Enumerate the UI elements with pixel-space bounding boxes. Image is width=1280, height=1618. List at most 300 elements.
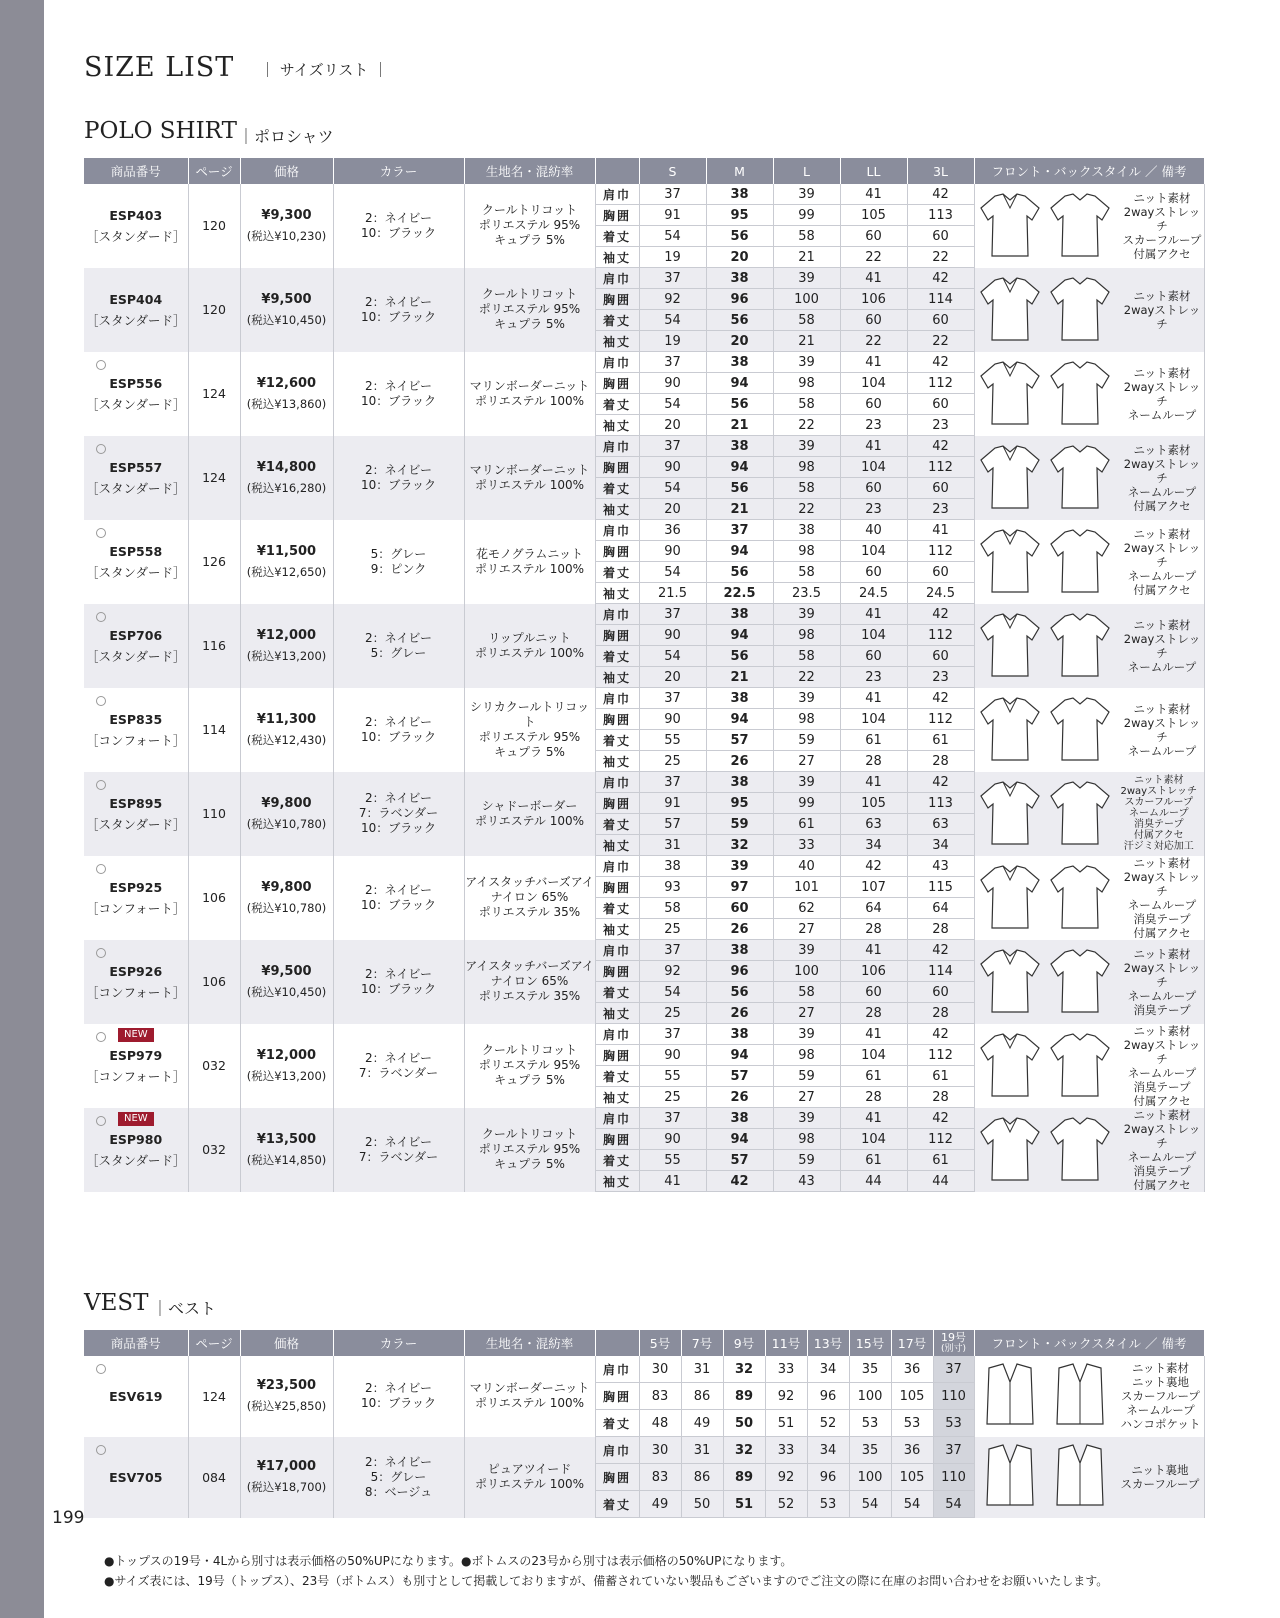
size-value: 20 [706,331,773,352]
size-value: 22 [840,331,907,352]
product-grade: ［コンフォート］ [86,900,186,916]
product-grade: ［スタンダード］ [85,648,186,664]
size-value: 38 [706,436,773,457]
fabric-cell [464,940,595,1024]
size-value: 39 [773,1108,840,1129]
size-value: 58 [639,898,706,919]
feature-note: ネームループ [1127,568,1197,583]
product-code-cell [84,1024,188,1108]
polo-section-title: POLO SHIRT [84,118,237,144]
price-cell [240,1024,333,1108]
size-value: 92 [765,1383,807,1410]
feature-note: 2wayストレッチ [1123,456,1201,485]
size-value: 90 [639,709,706,730]
measure-label: 胸囲 [595,877,639,898]
size-value: 28 [907,1087,974,1108]
feature-note: 2wayストレッチ [1123,960,1201,989]
style-wrap [975,274,1204,346]
price-cell [240,856,333,940]
fabric-line: ポリエステル 100% [474,1396,585,1411]
color-option: 2：ネイビー [365,630,432,645]
fabric-line: ピュアツイード [487,1462,572,1476]
size-value: 57 [639,814,706,835]
product-code: ESP403 [109,207,163,223]
measure-label: 肩巾 [595,688,639,709]
style-wrap [975,442,1204,514]
feature-note: ニット裏地 [1131,1375,1189,1390]
style-wrap [975,775,1204,852]
price-tax-included: (税込¥13,860) [246,396,327,411]
size-value: 105 [891,1383,933,1410]
style-cell [974,1108,1204,1192]
size-value: 61 [907,1066,974,1087]
fabric-line: マリンボーダーニット [469,462,590,477]
size-value: 31 [639,835,706,856]
price: ¥12,000 [256,627,317,643]
product-code: ESV705 [109,1469,163,1485]
fabric-line: ナイロン 65% [490,974,569,988]
product-grade: ［スタンダード］ [85,1152,186,1168]
price-tax-included: (税込¥10,230) [246,228,327,243]
fabric-cell [464,1024,595,1108]
size-value: 60 [907,646,974,667]
circle-marker-icon [96,948,106,958]
size-value: 91 [639,205,706,226]
feature-note: 2wayストレッチ [1123,631,1201,660]
size-value: 96 [706,961,773,982]
size-value: 89 [723,1464,765,1491]
style-wrap [975,1441,1204,1513]
feature-note: ニット素材 [1133,775,1184,786]
size-value: 28 [840,919,907,940]
measure-label: 袖丈 [595,247,639,268]
price-cell [240,1108,333,1192]
color-option: 10：ブラック [360,225,437,240]
size-value: 38 [773,520,840,541]
style-cell [974,352,1204,436]
color-option: 8：ベージュ [364,1484,433,1499]
size-value: 39 [773,604,840,625]
fabric-line: シャドーボーダー [481,798,578,813]
style-cell [974,856,1204,940]
size-value: 54 [933,1491,974,1518]
color-cell [333,352,464,436]
size-value: 36 [891,1437,933,1464]
product-code-cell [84,352,188,436]
measure-label: 肩巾 [595,1437,639,1464]
size-value: 54 [639,226,706,247]
measure-label: 着丈 [595,898,639,919]
fabric-line: ポリエステル 100% [474,1477,585,1491]
size-value: 60 [840,310,907,331]
color-cell [333,268,464,352]
size-value: 38 [706,688,773,709]
feature-note: 2wayストレッチ [1123,204,1201,233]
color-option: 2：ネイビー [365,462,432,477]
size-value: 28 [840,1003,907,1024]
size-value: 44 [907,1171,974,1192]
size-value: 22 [773,667,840,688]
polo-size-table [84,158,1205,1192]
feature-notes [1121,527,1204,597]
measure-label: 胸囲 [595,961,639,982]
size-value: 22 [907,247,974,268]
vest-illustration-icon [975,1360,1115,1432]
fabric-line: クールトリコット [481,203,578,218]
feature-note: ニット素材 [1133,617,1191,632]
size-value: 21.5 [639,583,706,604]
size-value: 60 [907,982,974,1003]
style-wrap [975,1024,1204,1108]
size-value: 56 [706,478,773,499]
color-option: 2：ネイビー [365,1454,432,1469]
measure-label: 着丈 [595,982,639,1003]
fabric-cell [464,436,595,520]
feature-notes [1121,1361,1201,1431]
size-value: 96 [706,289,773,310]
feature-note: ニット素材 [1133,190,1191,205]
catalog-page: 116 [188,604,240,688]
size-value: 90 [639,625,706,646]
product-grade: ［スタンダード］ [85,564,186,580]
table-row [84,604,1204,625]
product-group [84,772,1204,856]
circle-marker-icon [96,1032,106,1042]
size-value: 98 [773,457,840,478]
product-group [84,1024,1204,1108]
price-tax-included: (税込¥25,850) [246,1399,327,1414]
col-header-size: 3L [907,158,974,184]
size-value: 98 [773,1045,840,1066]
col-header-size: 9号 [723,1330,765,1356]
vest-section-title: VEST [84,1290,149,1316]
fabric-line: キュプラ 5% [494,744,565,759]
color-option: 7：ラベンダー [358,806,439,820]
feature-notes [1121,702,1204,758]
size-value: 60 [907,394,974,415]
size-value: 21 [706,415,773,436]
col-header-size: 17号 [891,1330,933,1356]
size-value: 28 [907,919,974,940]
table-row [84,1356,1204,1383]
circle-marker-icon [96,360,106,370]
feature-note: ネームループ [1127,484,1197,499]
product-group [84,1108,1204,1192]
size-value: 60 [840,562,907,583]
feature-note: スカーフループ [1120,1477,1200,1491]
size-value: 61 [907,1150,974,1171]
feature-note: ネームループ [1127,897,1197,912]
feature-note: 2wayストレッチ [1123,379,1201,408]
size-value: 55 [639,730,706,751]
catalog-page: 114 [188,688,240,772]
size-value: 90 [639,457,706,478]
size-value: 39 [773,772,840,793]
size-value: 38 [639,856,706,877]
product-code-cell [84,772,188,856]
measure-label: 胸囲 [595,541,639,562]
size-value: 59 [773,1150,840,1171]
fabric-line: キュプラ 5% [494,317,565,331]
measure-label: 着丈 [595,562,639,583]
feature-note: ネームループ [1129,808,1189,819]
size-value: 58 [773,310,840,331]
price-tax-included: (税込¥13,200) [246,648,327,663]
size-value: 42 [907,184,974,205]
col-header-size: L [773,158,840,184]
size-value: 33 [773,835,840,856]
size-value: 54 [639,310,706,331]
size-value: 64 [840,898,907,919]
fabric-line: 花モノグラムニット [476,546,583,561]
size-value: 61 [840,1150,907,1171]
size-value: 41 [639,1171,706,1192]
feature-note: ニット素材 [1133,1107,1191,1122]
size-value: 100 [773,289,840,310]
size-value: 27 [773,1003,840,1024]
feature-note: 付属アクセ [1133,925,1191,940]
size-value: 61 [907,730,974,751]
size-value: 107 [840,877,907,898]
product-code: ESV619 [109,1388,163,1404]
measure-label: 着丈 [595,814,639,835]
feature-note: ネームループ [1127,1149,1197,1164]
size-value: 42 [907,688,974,709]
size-value: 26 [706,751,773,772]
size-value: 32 [723,1356,765,1383]
color-option: 2：ネイビー [365,378,432,393]
size-value: 37 [639,436,706,457]
fabric-cell [464,604,595,688]
fabric-line: キュプラ 5% [494,233,565,248]
product-code-cell [84,856,188,940]
shirt-illustration-icon [975,1030,1115,1102]
color-option: 10：ブラック [360,393,437,408]
style-wrap [975,358,1204,430]
style-cell [974,940,1204,1024]
size-value: 60 [840,646,907,667]
size-value: 30 [639,1356,681,1383]
size-value: 28 [907,751,974,772]
size-value: 53 [933,1410,974,1437]
product-code-cell [84,436,188,520]
color-option: 10：ブラック [360,309,437,324]
col-header-size: LL [840,158,907,184]
color-cell [333,184,464,268]
size-value: 96 [807,1464,849,1491]
size-value: 110 [933,1383,974,1410]
color-option: 2：ネイビー [365,1050,432,1065]
col-header-size-separate [933,1330,974,1356]
measure-label: 袖丈 [595,331,639,352]
size-value: 94 [706,625,773,646]
measure-label: 着丈 [595,1150,639,1171]
fabric-line: ポリエステル 100% [474,561,585,576]
size-value: 38 [706,184,773,205]
measure-label: 袖丈 [595,751,639,772]
measure-label: 袖丈 [595,1087,639,1108]
style-wrap [975,1108,1204,1192]
feature-note: ニット素材 [1133,442,1191,457]
size-value: 104 [840,541,907,562]
color-cell [333,688,464,772]
size-value: 34 [807,1437,849,1464]
table-row [84,940,1204,961]
color-option: 7：ラベンダー [358,1065,439,1080]
measure-label: 肩巾 [595,856,639,877]
size-value: 61 [773,814,840,835]
size-value: 35 [849,1356,891,1383]
size-value: 41 [907,520,974,541]
measure-label: 胸囲 [595,373,639,394]
size-value: 37 [639,1024,706,1045]
size-value: 56 [706,310,773,331]
size-value: 20 [639,667,706,688]
price-cell [240,1437,333,1518]
feature-note: ニット素材 [1133,946,1191,961]
fabric-cell [464,772,595,856]
product-code: ESP980 [109,1131,163,1147]
product-code-cell [84,1356,188,1437]
color-option: 10：ブラック [360,1396,437,1411]
size-value: 90 [639,1045,706,1066]
color-option: 10：ブラック [360,729,437,744]
col-header-size: 5号 [639,1330,681,1356]
feature-note: 汗ジミ対応加工 [1123,841,1194,852]
col-header-code: 商品番号 [84,158,188,184]
fabric-line: クールトリコット [481,287,578,301]
size-value: 38 [706,1108,773,1129]
table-row [84,1024,1204,1045]
size-value: 92 [639,961,706,982]
product-grade: ［スタンダード］ [85,228,186,244]
size-value: 101 [773,877,840,898]
size-value: 52 [807,1410,849,1437]
size-value: 42 [907,1024,974,1045]
size-value: 104 [840,625,907,646]
size-value: 56 [706,394,773,415]
page-number: 199 [52,1508,85,1528]
product-code-cell [84,268,188,352]
polo-section-subtitle: ｜ポロシャツ [238,127,334,146]
size-value: 33 [765,1437,807,1464]
color-option: 2：ネイビー [365,791,432,805]
price: ¥11,300 [256,711,317,727]
measure-label: 肩巾 [595,1108,639,1129]
size-value: 41 [840,436,907,457]
style-cell [974,1356,1204,1437]
color-option: 2：ネイビー [365,210,432,225]
col-header-price: 価格 [240,1330,333,1356]
price: ¥17,000 [256,1459,317,1474]
size-value: 104 [840,373,907,394]
feature-note: 付属アクセ [1133,830,1184,841]
shirt-illustration-icon [975,1114,1115,1186]
col-header-code: 商品番号 [84,1330,188,1356]
fabric-line: ポリエステル 100% [474,477,585,492]
measure-label: 着丈 [595,394,639,415]
price-cell [240,940,333,1024]
size-value: 38 [706,352,773,373]
size-value: 27 [773,919,840,940]
feature-note: ニット素材 [1133,288,1191,303]
size-value: 94 [706,1045,773,1066]
size-value: 98 [773,709,840,730]
price-cell [240,1356,333,1437]
style-cell [974,268,1204,352]
price-cell [240,436,333,520]
price-tax-included: (税込¥16,280) [246,480,327,495]
size-value: 100 [849,1464,891,1491]
size-value: 83 [639,1464,681,1491]
size-value: 113 [907,793,974,814]
product-group [84,856,1204,940]
measure-label: 肩巾 [595,184,639,205]
size-value: 100 [849,1383,891,1410]
color-cell [333,940,464,1024]
measure-label: 胸囲 [595,457,639,478]
size-value: 23 [907,499,974,520]
size-value: 21 [706,499,773,520]
measure-label: 胸囲 [595,709,639,730]
size-value: 32 [723,1437,765,1464]
feature-note: スカーフループ [1121,1389,1200,1404]
color-cell [333,1024,464,1108]
price-cell [240,184,333,268]
size-value: 57 [706,730,773,751]
col-header-fabric: 生地名・混紡率 [464,1330,595,1356]
size-value: 106 [840,961,907,982]
size-value: 34 [840,835,907,856]
shirt-illustration-icon [975,778,1115,850]
product-code: ESP835 [109,711,163,727]
col-header-style: フロント・バックスタイル ／ 備考 [974,1330,1204,1356]
size-value: 99 [773,205,840,226]
color-option: 10：ブラック [360,821,437,835]
size-value: 38 [706,268,773,289]
feature-notes [1121,775,1198,852]
catalog-page: 032 [188,1108,240,1192]
measure-label: 肩巾 [595,772,639,793]
measure-label: 肩巾 [595,604,639,625]
size-value: 25 [639,1087,706,1108]
table-row [84,520,1204,541]
style-cell [974,1024,1204,1108]
measure-label: 袖丈 [595,667,639,688]
size-value: 36 [639,520,706,541]
size-value: 54 [639,982,706,1003]
measure-label: 胸囲 [595,625,639,646]
feature-note: ネームループ [1127,988,1197,1003]
color-option: 10：ブラック [360,897,437,912]
size-value: 54 [849,1491,891,1518]
color-option: 10：ブラック [360,477,437,492]
product-grade: ［コンフォート］ [86,1068,186,1084]
feature-notes [1121,1024,1204,1108]
size-value: 38 [706,604,773,625]
size-value: 54 [639,562,706,583]
size-value: 37 [933,1356,974,1383]
product-code: ESP925 [109,879,163,895]
col-header-size: 13号 [807,1330,849,1356]
size-value: 93 [639,877,706,898]
fabric-line: マリンボーダーニット [469,378,590,393]
price-tax-included: (税込¥10,780) [246,900,327,915]
fabric-line: アイスタッチバーズアイ [465,959,594,973]
size-value: 62 [773,898,840,919]
price: ¥12,000 [256,1047,317,1063]
feature-note: 付属アクセ [1133,1093,1191,1108]
